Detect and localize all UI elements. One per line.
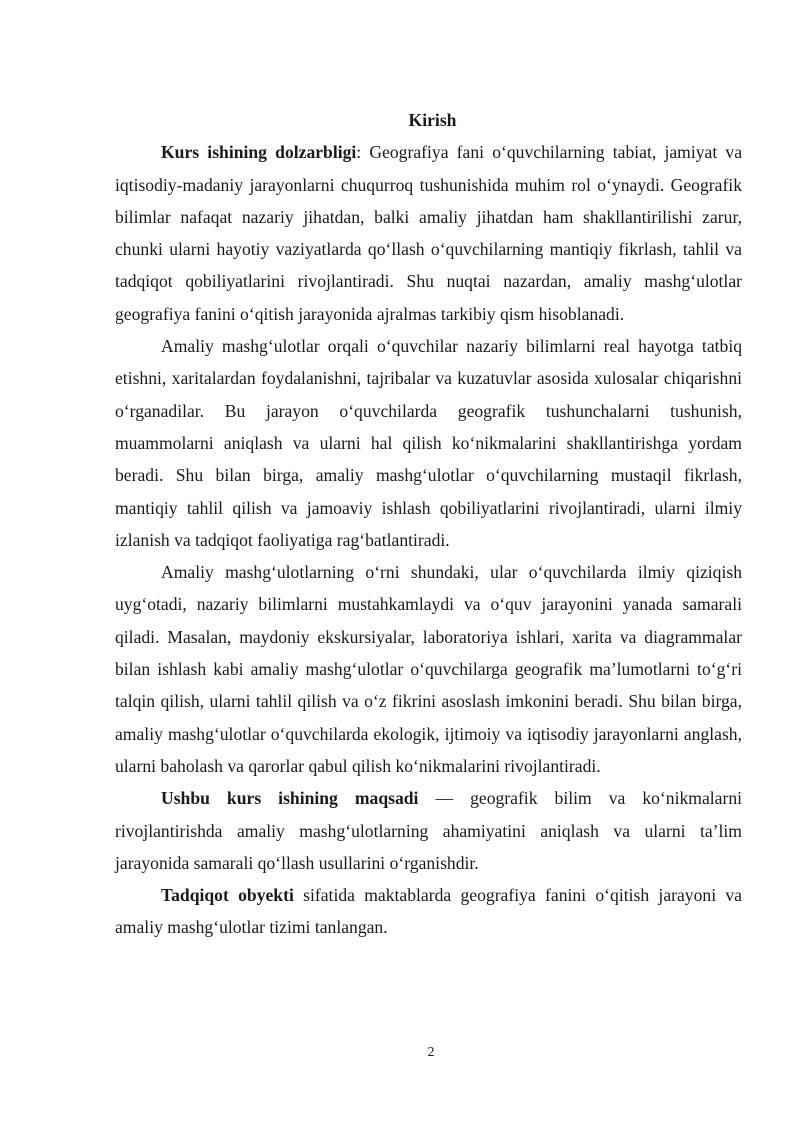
page-number: 2	[427, 1045, 435, 1060]
paragraph-lead: Kurs ishining dolzarbligi	[161, 142, 357, 163]
paragraph-text: Amaliy mashg‘ulotlarning o‘rni shundaki, ular o‘quvchilarda ilmiy qiziqish uyg‘otadi, nazariy bilimlarni mustahkamlaydi va o‘quv jarayonini yanada samarali qiladi. Masalan, maydoniy ekskursiyalar, laboratoriya ishlari, xarita va diagrammalar bilan ishlash kabi amaliy mashg‘ulotlar o‘quvchilarga geografik ma’lumotlarni to‘g‘ri talqin qilish, ularni tahlil qilish va o‘z fikrini asoslash imkonini beradi. Shu bilan birga, amaliy mashg‘ulotlar o‘quvchilarda ekologik, ijtimoiy va iqtisodiy jarayonlarni anglash, ularni baholash va qarorlar qabul qilish ko‘nikmalarini rivojlantiradi.	[115, 562, 742, 776]
section-heading: Kirish	[408, 110, 457, 130]
paragraph-text: : Geografiya fani o‘quvchilarning tabiat, jamiyat va iqtisodiy-madaniy jarayonlarni chuqurroq tushunishida muhim rol o‘ynaydi. Geografik bilimlar nafaqat nazariy jihatdan, balki amaliy jihatdan ham shakllantirilishi zarur, chunki ularni hayotiy vaziyatlarda qo‘llash o‘quvchilarning mantiqiy fikrlash, tahlil va tadqiqot qobiliyatlarini rivojlantiradi. Shu nuqtai nazardan, amaliy mashg‘ulotlar geografiya fanini o‘qitish jarayonida ajralmas tarkibiy qism hisoblanadi.	[115, 142, 743, 324]
page-content	[115, 104, 742, 944]
paragraph-relevance	[115, 136, 742, 330]
paragraph-text: — geografik bilim va ko‘nikmalarni rivojlantirishda amaliy mashg‘ulotlarning ahamiyatini aniqlash va ularni ta’lim jarayonida samarali qo‘llash usullarini o‘rganishdir.	[115, 788, 743, 873]
paragraph-lead: Tadqiqot obyekti	[161, 885, 294, 906]
paragraph-text: sifatida maktablarda geografiya fanini o‘qitish jarayoni va amaliy mashg‘ulotlar tizimi tanlangan.	[115, 885, 742, 938]
paragraph-lead: Ushbu kurs ishining maqsadi	[161, 788, 419, 809]
paragraph-research-object	[115, 879, 742, 944]
paragraph-text: Amaliy mashg‘ulotlar orqali o‘quvchilar nazariy bilimlarni real hayotga tatbiq etishni, xaritalardan foydalanishni, tajribalar va kuzatuvlar asosida xulosalar chiqarishni o‘rganadilar. Bu jarayon o‘quvchilarda geografik tushunchalarni tushunish, muammolarni aniqlash va ularni hal qilish ko‘nikmalarini shakllantirishga yordam beradi. Shu bilan birga, amaliy mashg‘ulotlar o‘quvchilarning mustaqil fikrlash, mantiqiy tahlil qilish va jamoaviy ishlash qobiliyatlarini rivojlantiradi, ularni ilmiy izlanish va tadqiqot faoliyatiga rag‘batlantiradi.	[115, 336, 742, 550]
paragraph-practical-lessons	[115, 330, 742, 556]
paragraph-role-of-lessons	[115, 556, 742, 782]
paragraph-goal	[115, 782, 742, 879]
